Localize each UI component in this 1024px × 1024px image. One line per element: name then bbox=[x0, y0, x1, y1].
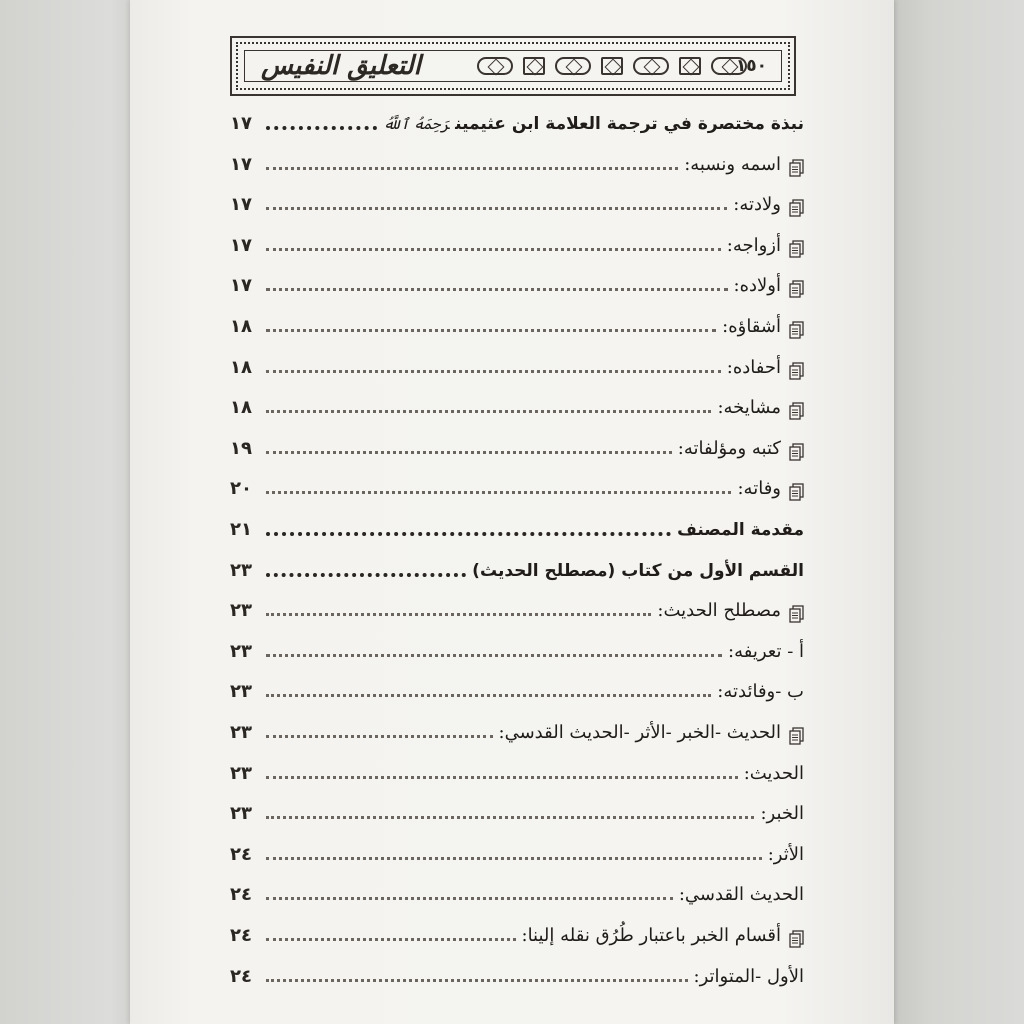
toc-entry-title bbox=[717, 681, 804, 706]
right-background bbox=[894, 0, 1024, 1024]
toc-entry bbox=[230, 871, 804, 909]
toc-leader-dots bbox=[266, 491, 731, 494]
toc-entry-title bbox=[499, 722, 781, 747]
toc-entry-icon bbox=[787, 240, 804, 260]
toc-entry-title-text: مصطلح الحديث: bbox=[657, 600, 781, 622]
toc-entry-title bbox=[522, 925, 782, 950]
toc-entry-title-text: أحفاده: bbox=[726, 356, 781, 378]
toc-leader-dots bbox=[266, 248, 721, 251]
toc-entry-title-text: الحديث القدسي: bbox=[678, 884, 804, 906]
toc-entry bbox=[230, 547, 804, 585]
toc-entry bbox=[230, 750, 804, 788]
toc-page-number: ١٩ bbox=[230, 437, 252, 459]
toc-page-number: ١٨ bbox=[230, 356, 252, 378]
toc-entry-title-text: أ - تعريفه: bbox=[728, 640, 804, 662]
toc-entry-title-text: مقدمة المصنف bbox=[677, 520, 804, 540]
ornament-cartouche bbox=[477, 57, 513, 75]
toc-entry-icon bbox=[787, 159, 804, 179]
toc-leader-dots bbox=[266, 126, 377, 130]
toc-leader-dots bbox=[266, 288, 728, 291]
toc-entry-title bbox=[733, 194, 781, 219]
toc-page-number: ٢١ bbox=[230, 519, 252, 540]
toc-entry bbox=[230, 141, 804, 179]
document-icon bbox=[789, 199, 804, 217]
toc-entry bbox=[230, 344, 804, 382]
toc-entry-title-text: الحديث -الخبر -الأثر -الحديث القدسي: bbox=[498, 722, 781, 743]
toc-entry bbox=[230, 384, 804, 422]
toc-leader-dots bbox=[266, 370, 721, 373]
toc-page-number: ٢٣ bbox=[230, 600, 252, 622]
toc-entry-icon bbox=[787, 483, 804, 503]
toc-entry bbox=[230, 709, 804, 747]
toc-entry bbox=[230, 222, 804, 260]
toc-entry-title-text: أقسام الخبر باعتبار طُرُق نقله إلينا: bbox=[521, 925, 781, 946]
document-icon bbox=[789, 483, 804, 501]
toc-entry-honorific: رَحِمَهُ ٱللَّهُ bbox=[382, 115, 450, 133]
toc-entry bbox=[230, 953, 804, 991]
page-header-frame bbox=[230, 36, 796, 96]
toc-entry-title bbox=[657, 600, 781, 625]
toc-entry-icon bbox=[787, 443, 804, 463]
toc-page-number: ٢٣ bbox=[230, 640, 252, 662]
toc-page-number: ١٨ bbox=[230, 397, 252, 419]
document-icon bbox=[789, 443, 804, 461]
toc-entry-title-text: نبذة مختصرة في ترجمة العلامة ابن عثيمين bbox=[455, 114, 804, 134]
toc-page-number: ١٧ bbox=[230, 113, 252, 134]
left-page-edge bbox=[0, 0, 138, 1024]
toc-page-number: ١٨ bbox=[230, 316, 252, 337]
toc-entry-title bbox=[677, 520, 804, 544]
toc-entry-title bbox=[737, 478, 781, 503]
toc-entry-icon bbox=[787, 362, 804, 382]
toc-entry-title bbox=[694, 966, 804, 991]
toc-entry-title-text: الخبر: bbox=[760, 803, 804, 825]
toc-leader-dots bbox=[266, 654, 722, 657]
toc-entry-title bbox=[679, 884, 804, 909]
document-icon bbox=[789, 240, 804, 258]
toc-entry-title-text: ب -وفائدته: bbox=[717, 681, 804, 703]
toc-entry bbox=[230, 181, 804, 219]
toc-entry bbox=[230, 100, 804, 138]
toc-page-number: ١٧ bbox=[230, 234, 252, 256]
document-icon bbox=[789, 605, 804, 623]
ornament-square bbox=[601, 57, 623, 75]
toc-leader-dots bbox=[266, 167, 678, 170]
book-page bbox=[130, 0, 894, 1024]
toc-leader-dots bbox=[266, 979, 688, 982]
toc-entry-title bbox=[734, 275, 781, 300]
toc-page-number: ٢٣ bbox=[230, 681, 252, 703]
toc-entry bbox=[230, 465, 804, 503]
toc-entry bbox=[230, 790, 804, 828]
toc-entry-icon bbox=[787, 402, 804, 422]
toc-entry-icon bbox=[787, 321, 804, 341]
toc-leader-dots bbox=[266, 451, 672, 454]
toc-leader-dots bbox=[266, 329, 716, 332]
toc-entry bbox=[230, 506, 804, 544]
toc-leader-dots bbox=[266, 532, 671, 536]
toc-entry bbox=[230, 303, 804, 341]
toc-entry-title-text: الأول -المتواتر: bbox=[693, 965, 804, 987]
toc-entry-title bbox=[717, 397, 781, 422]
header-ornament bbox=[477, 55, 747, 77]
toc-entry bbox=[230, 262, 804, 300]
toc-page-number: ١٧ bbox=[230, 194, 252, 216]
toc-page-number: ٢٣ bbox=[230, 803, 252, 825]
toc-entry bbox=[230, 831, 804, 869]
toc-entry-title-text: الأثر: bbox=[767, 843, 804, 865]
toc-entry-title-text: أزواجه: bbox=[726, 234, 781, 256]
toc-leader-dots bbox=[266, 857, 762, 860]
toc-entry bbox=[230, 425, 804, 463]
toc-entry-title bbox=[760, 803, 804, 828]
document-icon bbox=[789, 159, 804, 177]
toc-entry-title bbox=[728, 641, 804, 666]
toc-leader-dots bbox=[266, 776, 738, 779]
toc-entry bbox=[230, 912, 804, 950]
toc-entry-icon bbox=[787, 199, 804, 219]
toc-entry-icon bbox=[787, 605, 804, 625]
ornament-square bbox=[523, 57, 545, 75]
toc-entry-title-text: وفاته: bbox=[737, 478, 781, 500]
toc-entry-icon bbox=[787, 727, 804, 747]
toc-entry-title bbox=[678, 438, 781, 463]
toc-entry-title-text: ولادته: bbox=[733, 194, 781, 216]
toc-page-number: ١٧ bbox=[230, 153, 252, 175]
toc-leader-dots bbox=[266, 938, 516, 941]
toc-entry-title-text: كتبه ومؤلفاته: bbox=[677, 437, 781, 459]
toc-leader-dots bbox=[266, 573, 466, 577]
toc-entry-title bbox=[727, 235, 781, 260]
toc-entry-title bbox=[727, 357, 781, 382]
toc-entry-icon bbox=[787, 930, 804, 950]
running-book-title: التعليق النفيس bbox=[261, 51, 421, 81]
ornament-square bbox=[679, 57, 701, 75]
toc-page-number: ٢٤ bbox=[230, 925, 252, 946]
toc-leader-dots bbox=[266, 410, 711, 413]
document-icon bbox=[789, 930, 804, 948]
toc-entry-title bbox=[768, 844, 804, 869]
toc-leader-dots bbox=[266, 897, 673, 900]
toc-page-number: ١٧ bbox=[230, 275, 252, 297]
document-icon bbox=[789, 727, 804, 745]
document-icon bbox=[789, 362, 804, 380]
document-icon bbox=[789, 402, 804, 420]
toc-page-number: ٢٣ bbox=[230, 762, 252, 784]
ornament-cartouche bbox=[633, 57, 669, 75]
toc-entry bbox=[230, 587, 804, 625]
toc-entry-icon bbox=[787, 280, 804, 300]
toc-leader-dots bbox=[266, 694, 711, 697]
toc-entry-title-text: أشقاؤه: bbox=[722, 316, 781, 337]
toc-entry bbox=[230, 628, 804, 666]
toc-page-number: ٢٤ bbox=[230, 884, 252, 906]
toc-page-number: ٢٣ bbox=[230, 722, 252, 743]
toc-leader-dots bbox=[266, 613, 651, 616]
ornament-cartouche bbox=[555, 57, 591, 75]
toc-entry-title bbox=[722, 316, 781, 341]
toc-entry-title bbox=[744, 763, 804, 788]
document-icon bbox=[789, 280, 804, 298]
toc-entry-title bbox=[383, 114, 804, 138]
toc-entry-title-text: اسمه ونسبه: bbox=[684, 153, 781, 175]
toc-leader-dots bbox=[266, 735, 493, 738]
toc-entry-title bbox=[472, 561, 804, 585]
toc-entry-title bbox=[684, 154, 781, 179]
toc-page-number: ٢٣ bbox=[230, 559, 252, 581]
toc-page-number: ٢٠ bbox=[230, 478, 252, 500]
toc-page-number: ٢٤ bbox=[230, 843, 252, 865]
toc-leader-dots bbox=[266, 207, 727, 210]
document-icon bbox=[789, 321, 804, 339]
toc-entry-title-text: مشايخه: bbox=[717, 397, 781, 419]
toc-entry-title-text: القسم الأول من كتاب (مصطلح الحديث) bbox=[472, 560, 804, 581]
page-number: ١٥٠ bbox=[735, 56, 767, 76]
toc-entry bbox=[230, 668, 804, 706]
toc-entry-title-text: أولاده: bbox=[733, 275, 781, 297]
toc-entry-title-text: الحديث: bbox=[743, 762, 804, 784]
toc-page-number: ٢٤ bbox=[230, 965, 252, 987]
page-header-inner bbox=[244, 50, 782, 82]
toc-leader-dots bbox=[266, 816, 754, 819]
